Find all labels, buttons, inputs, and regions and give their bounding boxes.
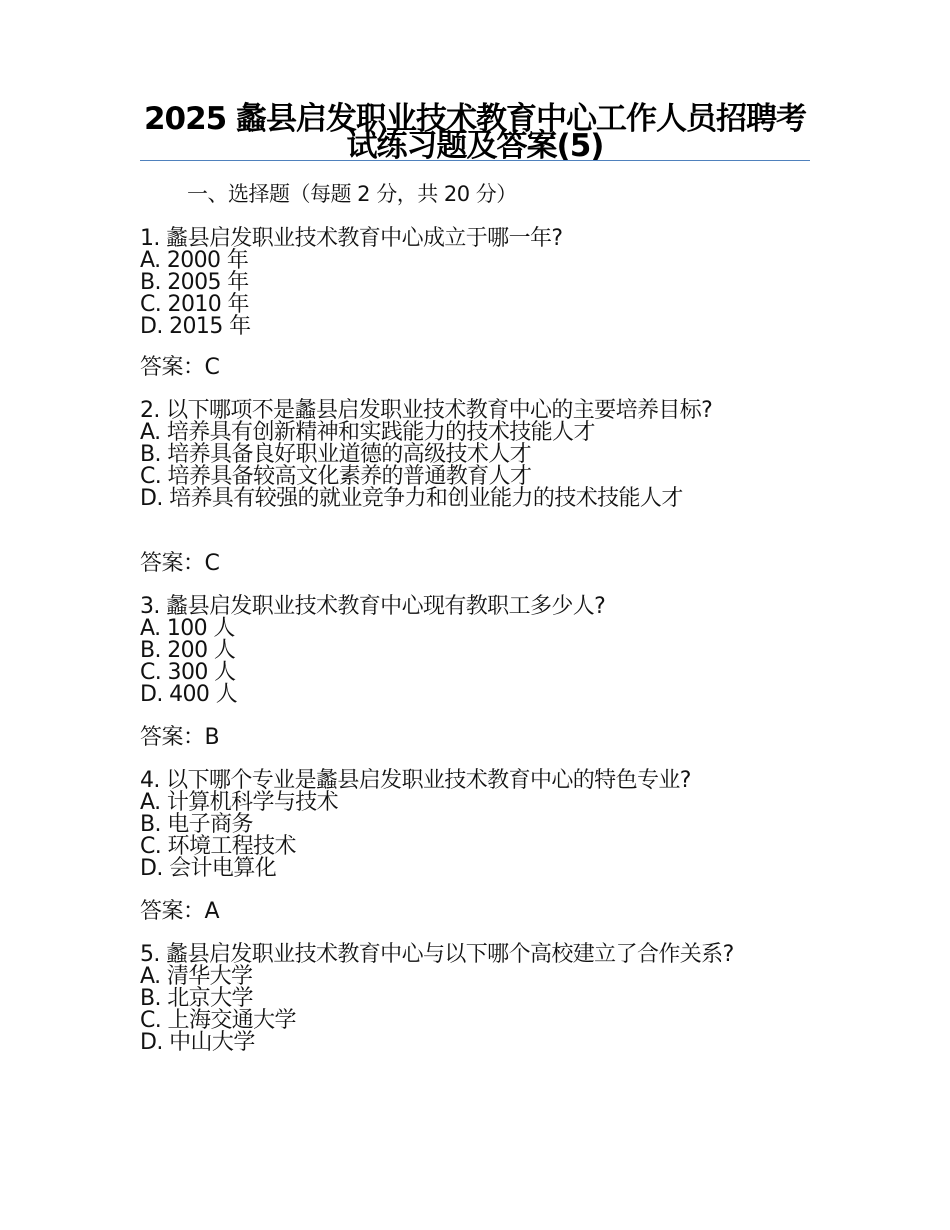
question-4 [140, 770, 800, 880]
question-stem: 2. 以下哪项不是蠡县启发职业技术教育中心的主要培养目标? [140, 398, 713, 423]
option-a: A. 100 人 [140, 616, 235, 641]
document-title: 2025 蠡县启发职业技术教育中心工作人员招聘考试练习题及答案(5) [143, 101, 807, 164]
option-b: B. 电子商务 [140, 812, 253, 837]
question-stem: 4. 以下哪个专业是蠡县启发职业技术教育中心的特色专业? [140, 768, 691, 793]
answer-2: 答案：C [140, 551, 220, 576]
answer-1: 答案：C [140, 355, 220, 380]
question-2 [140, 400, 800, 510]
question-stem: 5. 蠡县启发职业技术教育中心与以下哪个高校建立了合作关系? [140, 942, 734, 967]
question-1 [140, 228, 800, 338]
option-c: C. 上海交通大学 [140, 1008, 296, 1033]
option-d: D. 2015 年 [140, 314, 251, 339]
option-a: A. 培养具有创新精神和实践能力的技术技能人才 [140, 420, 595, 445]
option-d: D. 会计电算化 [140, 856, 277, 881]
question-stem: 3. 蠡县启发职业技术教育中心现有教职工多少人? [140, 594, 606, 619]
answer-4: 答案：A [140, 899, 220, 924]
option-a: A. 清华大学 [140, 964, 253, 989]
option-c: C. 环境工程技术 [140, 834, 296, 859]
option-d: D. 培养具有较强的就业竞争力和创业能力的技术技能人才 [140, 486, 683, 511]
question-stem: 1. 蠡县启发职业技术教育中心成立于哪一年? [140, 226, 563, 251]
question-3 [140, 596, 800, 706]
question-5 [140, 944, 800, 1054]
option-a: A. 计算机科学与技术 [140, 790, 339, 815]
option-b: B. 北京大学 [140, 986, 253, 1011]
title-underline [140, 160, 810, 161]
option-c: C. 2010 年 [140, 292, 249, 317]
section-heading: 一、选择题（每题 2 分，共 20 分） [187, 182, 517, 206]
option-d: D. 中山大学 [140, 1030, 255, 1055]
option-b: B. 2005 年 [140, 270, 249, 295]
answer-3: 答案：B [140, 725, 220, 750]
option-b: B. 200 人 [140, 638, 236, 663]
option-d: D. 400 人 [140, 682, 238, 707]
option-c: C. 培养具备较高文化素养的普通教育人才 [140, 464, 532, 489]
option-a: A. 2000 年 [140, 248, 249, 273]
option-c: C. 300 人 [140, 660, 236, 685]
option-b: B. 培养具备良好职业道德的高级技术人才 [140, 442, 532, 467]
